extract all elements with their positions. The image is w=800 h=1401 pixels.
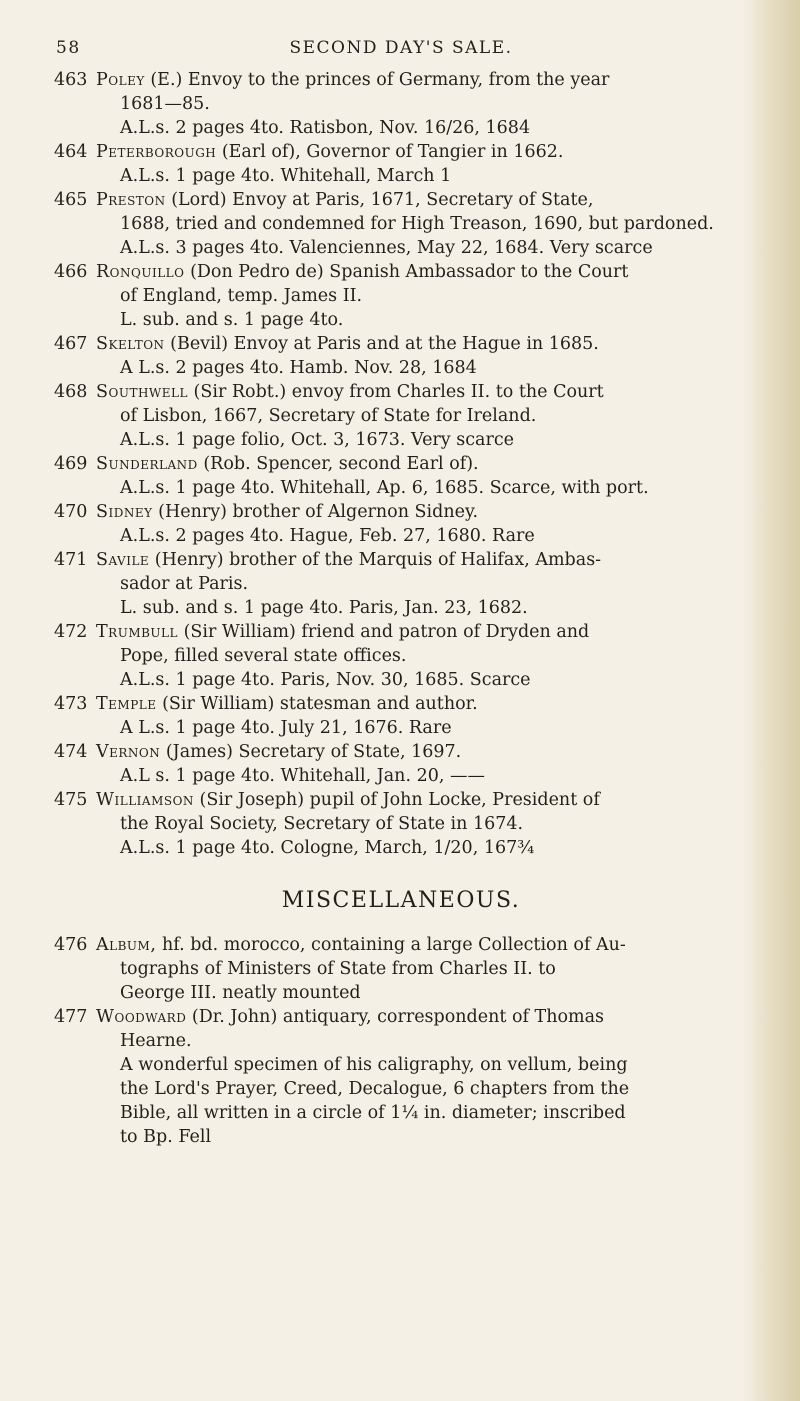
entry-first-line [96,452,746,476]
entry-first-line [96,68,746,92]
catalogue-entry [56,260,746,332]
catalogue-entry [56,68,746,140]
lot-number: 475 [54,790,88,810]
entry-line: Pope, filled several state offices. [120,646,407,666]
running-title: SECOND DAY'S SALE. [289,38,513,58]
entry-line: A.L.s. 1 page folio, Oct. 3, 1673. Very scarce [120,430,514,450]
entry-line: of Lisbon, 1667, Secretary of State for Ireland. [120,406,537,426]
entry-line: A.L s. 1 page 4to. Whitehall, Jan. 20, —— [120,766,485,786]
catalogue-entry [56,620,746,692]
entry-line: sador at Paris. [120,574,249,594]
entry-first-line [96,740,746,764]
entry-text: (James) Secretary of State, 1697. [165,742,462,762]
lot-number: 471 [54,550,88,570]
entry-line: of England, temp. James II. [120,286,363,306]
entry-line: Bible, all written in a circle of 1¼ in. diameter; inscribed [120,1103,626,1123]
catalogue-entry [56,692,746,740]
entry-name: Vernon [96,742,161,762]
entry-name: Poley [96,70,145,90]
entry-line: A L.s. 2 pages 4to. Hamb. Nov. 28, 1684 [120,358,477,378]
entry-text: (Sir Joseph) pupil of John Locke, President of [199,790,600,810]
lot-number: 464 [54,142,88,162]
entry-text: (Lord) Envoy at Paris, 1671, Secretary of State, [171,190,594,210]
entry-text: (Henry) brother of the Marquis of Halifax, Ambas- [154,550,602,570]
entry-line: the Royal Society, Secretary of State in 1674. [120,814,524,834]
entry-text: (Earl of), Governor of Tangier in 1662. [221,142,564,162]
section-heading: MISCELLANEOUS. [281,888,521,913]
entry-first-line [96,188,746,212]
lot-number: 473 [54,694,88,714]
catalogue-entry [56,740,746,788]
catalogue-entry [56,1005,746,1149]
catalogue-entry [56,188,746,260]
catalogue-entry [56,140,746,188]
entry-line: Hearne. [120,1031,192,1051]
entry-line: A.L.s. 1 page 4to. Whitehall, Ap. 6, 1685. Scarce, with port. [120,478,649,498]
entry-text: (Don Pedro de) Spanish Ambassador to the Court [190,262,629,282]
entry-name: Album, [96,935,157,955]
entry-first-line [96,692,746,716]
entry-line: L. sub. and s. 1 page 4to. Paris, Jan. 23, 1682. [120,598,528,618]
entry-text: (Sir William) statesman and author. [162,694,478,714]
catalogue-entry [56,500,746,548]
entry-first-line [96,1005,746,1029]
entry-line: tographs of Ministers of State from Charles II. to [120,959,556,979]
entry-text: (Sir William) friend and patron of Dryden and [183,622,590,642]
entry-first-line [96,140,746,164]
entry-name: Sunderland [96,454,198,474]
lot-number: 467 [54,334,88,354]
entry-first-line [96,788,746,812]
entry-line: the Lord's Prayer, Creed, Decalogue, 6 chapters from the [120,1079,630,1099]
entry-text: (Bevil) Envoy at Paris and at the Hague in 1685. [170,334,599,354]
entry-text: (E.) Envoy to the princes of Germany, from the year [150,70,610,90]
entry-first-line [96,500,746,524]
entry-line: A.L.s. 1 page 4to. Paris, Nov. 30, 1685. Scarce [120,670,531,690]
entry-first-line [96,260,746,284]
lot-number: 463 [54,70,88,90]
entry-text: hf. bd. morocco, containing a large Collection of Au- [161,935,626,955]
entry-name: Trumbull [96,622,178,642]
catalogue-entry [56,548,746,620]
entry-line: A L.s. 1 page 4to. July 21, 1676. Rare [120,718,452,738]
catalogue-entry [56,380,746,452]
entry-name: Southwell [96,382,188,402]
page-number: 58 [56,38,81,58]
entry-name: Williamson [96,790,194,810]
entry-line: to Bp. Fell [120,1127,212,1147]
entry-line: A.L.s. 3 pages 4to. Valenciennes, May 22, 1684. Very scarce [120,238,653,258]
entry-name: Skelton [96,334,165,354]
entry-text: (Henry) brother of Algernon Sidney. [158,502,479,522]
entry-first-line [96,332,746,356]
entry-line: A.L.s. 2 pages 4to. Ratisbon, Nov. 16/26, 1684 [120,118,531,138]
catalogue-entry [56,788,746,860]
lot-number: 477 [54,1007,88,1027]
entry-name: Sidney [96,502,153,522]
catalogue-page [56,38,746,1149]
entry-text: (Sir Robt.) envoy from Charles II. to the Court [193,382,604,402]
entry-first-line [96,380,746,404]
entry-name: Savile [96,550,150,570]
entry-line: A.L.s. 1 page 4to. Cologne, March, 1/20, 167¾ [120,838,535,858]
entry-line: George III. neatly mounted [120,983,361,1003]
entry-first-line [96,933,746,957]
catalogue-entry [56,452,746,500]
entry-name: Woodward [96,1007,187,1027]
catalogue-entry [56,933,746,1005]
entry-name: Preston [96,190,166,210]
entry-name: Peterborough [96,142,217,162]
lot-number: 476 [54,935,88,955]
page-edge-shading [742,0,800,1401]
entry-line: A.L.s. 1 page 4to. Whitehall, March 1 [120,166,452,186]
entry-line: 1688, tried and condemned for High Treason, 1690, but pardoned. [120,214,714,234]
entry-list [56,68,746,860]
catalogue-entry [56,332,746,380]
entry-first-line [96,620,746,644]
lot-number: 472 [54,622,88,642]
entry-first-line [96,548,746,572]
running-header [56,38,746,68]
entry-line: 1681—85. [120,94,210,114]
misc-entry-list [56,933,746,1149]
lot-number: 474 [54,742,88,762]
entry-line: A wonderful specimen of his caligraphy, on vellum, being [120,1055,628,1075]
lot-number: 469 [54,454,88,474]
lot-number: 466 [54,262,88,282]
entry-text: (Dr. John) antiquary, correspondent of Thomas [191,1007,605,1027]
lot-number: 465 [54,190,88,210]
entry-text: (Rob. Spencer, second Earl of). [203,454,479,474]
entry-line: L. sub. and s. 1 page 4to. [120,310,344,330]
lot-number: 470 [54,502,88,522]
entry-name: Ronquillo [96,262,185,282]
entry-line: A.L.s. 2 pages 4to. Hague, Feb. 27, 1680. Rare [120,526,535,546]
lot-number: 468 [54,382,88,402]
entry-name: Temple [96,694,157,714]
